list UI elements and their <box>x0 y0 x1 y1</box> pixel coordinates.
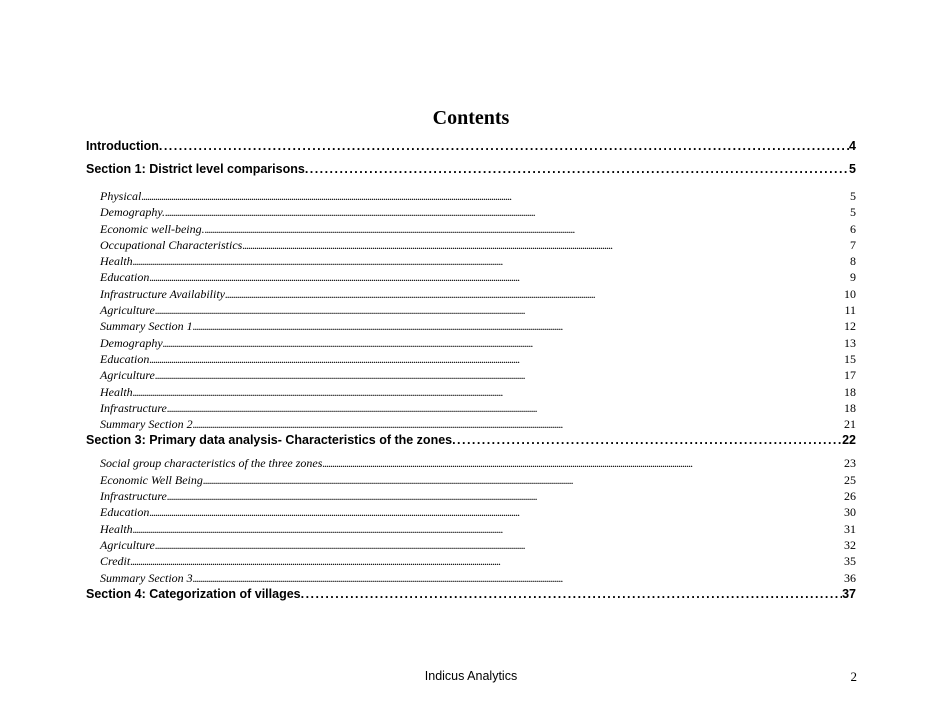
dot-leader <box>149 351 844 367</box>
toc-subentry-page: 12 <box>844 319 856 334</box>
dot-leader <box>130 553 844 569</box>
toc-subentry[interactable] <box>86 286 856 302</box>
toc-subentry[interactable] <box>86 488 856 504</box>
toc-subentry[interactable] <box>86 400 856 416</box>
toc-subentry[interactable] <box>86 253 856 269</box>
toc-subentry-label: Summary Section 2 <box>100 417 193 432</box>
toc-subentry-page: 36 <box>844 570 856 585</box>
toc-subentry-label: Infrastructure <box>100 489 167 504</box>
toc-subentry-page: 6 <box>850 221 856 236</box>
footer-page-number: 2 <box>850 669 857 684</box>
toc-subentry[interactable] <box>86 204 856 220</box>
dot-leader <box>167 488 844 504</box>
toc-subentry[interactable] <box>86 269 856 285</box>
toc-entry-page: 4 <box>849 139 856 153</box>
toc-entry-label: Section 1: District level comparisons <box>86 162 305 176</box>
dot-leader <box>203 472 844 488</box>
dot-leader <box>305 161 849 178</box>
toc-entry-label: Section 4: Categorization of villages <box>86 586 301 601</box>
toc-subentry-page: 35 <box>844 554 856 569</box>
toc-subentry-page: 32 <box>844 537 856 552</box>
toc-subentry-page: 11 <box>844 303 856 318</box>
dot-leader <box>225 286 844 302</box>
toc-subentry-page: 25 <box>844 472 856 487</box>
toc-subentry-label: Physical <box>100 189 142 203</box>
toc-subentry-page: 13 <box>844 335 856 350</box>
toc-subentry-label: Occupational Characteristics <box>100 237 243 252</box>
toc-subentry-page: 7 <box>850 237 856 252</box>
dot-leader <box>133 521 844 537</box>
toc-subentry-page: 9 <box>850 270 856 285</box>
toc-subentry[interactable] <box>86 504 856 520</box>
toc-subentry-label: Infrastructure Availability <box>100 286 225 301</box>
toc-subentry-label: Agriculture <box>100 537 155 552</box>
toc-entry-label: Introduction <box>86 139 159 153</box>
toc-subentry[interactable] <box>86 367 856 383</box>
toc-subentry-label: Demography. <box>100 205 165 220</box>
toc-subentry-page: 15 <box>844 351 856 366</box>
toc-subentry-page: 5 <box>850 189 856 203</box>
toc-entry-introduction[interactable] <box>86 138 856 155</box>
toc-entry-page: 22 <box>842 433 856 448</box>
dot-leader <box>167 400 844 416</box>
toc-subentry[interactable] <box>86 302 856 318</box>
section-1-subentries <box>86 188 856 432</box>
toc-subentry-label: Education <box>100 505 150 520</box>
toc-subentry-page: 18 <box>844 400 856 415</box>
toc-subentry[interactable] <box>86 335 856 351</box>
toc-subentry-page: 5 <box>850 205 856 220</box>
toc-subentry-label: Summary Section 3 <box>100 570 193 585</box>
toc-subentry[interactable] <box>86 537 856 553</box>
dot-leader <box>205 221 850 237</box>
toc-subentry[interactable] <box>86 472 856 488</box>
toc-subentry[interactable] <box>86 318 856 334</box>
footer-publisher: Indicus Analytics <box>424 669 518 683</box>
toc-subentry-label: Credit <box>100 554 131 569</box>
toc-entry-label: Section 3: Primary data analysis- Characteristics of the zones <box>86 433 453 448</box>
dot-leader <box>149 504 844 520</box>
toc-subentry[interactable] <box>86 416 856 432</box>
toc-subentry-label: Infrastructure <box>100 400 167 415</box>
dot-leader <box>452 432 842 449</box>
toc-subentry-page: 10 <box>844 286 856 301</box>
toc-entry-section-3[interactable] <box>86 432 856 449</box>
dot-leader <box>301 586 842 603</box>
toc-subentry[interactable] <box>86 521 856 537</box>
section-3-subentries <box>86 455 856 585</box>
toc-subentry[interactable] <box>86 384 856 400</box>
toc-subentry-page: 17 <box>844 368 856 383</box>
toc-subentry[interactable] <box>86 221 856 237</box>
dot-leader <box>155 302 845 318</box>
dot-leader <box>141 188 850 204</box>
toc-subentry-label: Economic Well Being <box>100 472 203 487</box>
dot-leader <box>133 253 850 269</box>
dot-leader <box>165 204 850 220</box>
toc-subentry-page: 18 <box>844 384 856 399</box>
toc-subentry-page: 26 <box>844 489 856 504</box>
toc-subentry-label: Health <box>100 254 133 269</box>
toc-subentry-page: 30 <box>844 505 856 520</box>
toc-subentry-page: 21 <box>844 417 856 432</box>
dot-leader <box>149 269 850 285</box>
dot-leader <box>193 570 844 586</box>
toc-subentry[interactable] <box>86 237 856 253</box>
toc-subentry-page: 23 <box>844 456 856 471</box>
toc-subentry[interactable] <box>86 351 856 367</box>
toc-subentry-label: Summary Section 1 <box>100 319 193 334</box>
dot-leader <box>193 318 844 334</box>
toc-subentry-label: Demography <box>100 335 163 350</box>
toc-entry-page: 37 <box>842 586 856 601</box>
toc-subentry-label: Economic well-being. <box>100 221 205 236</box>
toc-subentry-label: Health <box>100 521 133 536</box>
toc-subentry-label: Agriculture <box>100 368 155 383</box>
toc-entry-page: 5 <box>849 162 856 176</box>
toc-subentry-page: 8 <box>850 254 856 269</box>
dot-leader <box>193 416 844 432</box>
toc-subentry[interactable] <box>86 553 856 569</box>
dot-leader <box>155 367 844 383</box>
toc-subentry-label: Education <box>100 270 150 285</box>
dot-leader <box>322 455 844 471</box>
toc-subentry-page: 31 <box>844 521 856 536</box>
toc-subentry[interactable] <box>86 455 856 471</box>
dot-leader <box>133 384 844 400</box>
page-title: Contents <box>432 107 510 129</box>
table-of-contents <box>86 138 856 603</box>
dot-leader <box>159 138 849 155</box>
toc-subentry-label: Agriculture <box>100 303 155 318</box>
toc-subentry[interactable] <box>86 188 856 204</box>
dot-leader <box>155 537 844 553</box>
dot-leader <box>163 335 844 351</box>
toc-subentry-label: Education <box>100 351 150 366</box>
dot-leader <box>242 237 850 253</box>
toc-entry-section-1[interactable] <box>86 161 856 178</box>
toc-subentry-label: Social group characteristics of the three zones <box>100 456 323 471</box>
toc-subentry-label: Health <box>100 384 133 399</box>
toc-entry-section-4[interactable] <box>86 586 856 603</box>
toc-subentry[interactable] <box>86 570 856 586</box>
